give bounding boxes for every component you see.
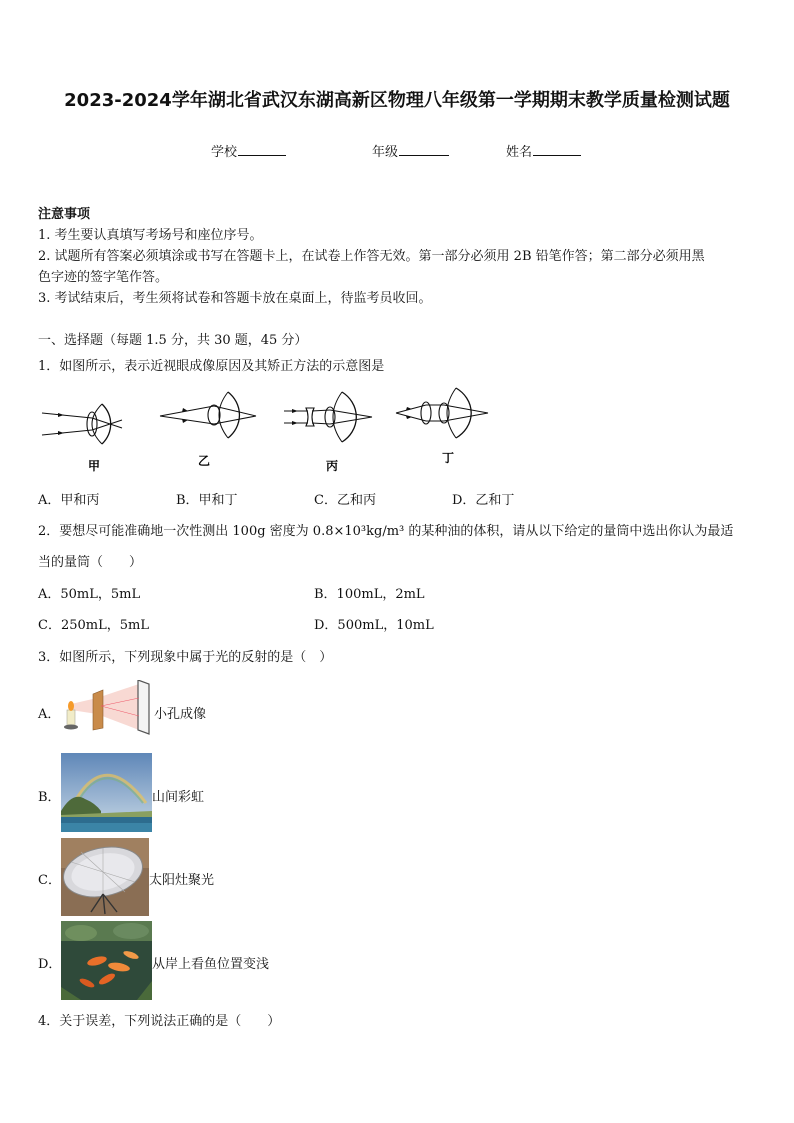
eye-diagram-ding [396, 388, 488, 438]
note-item: 1. 考生要认真填写考场号和座位序号。 [38, 228, 263, 243]
note-item: 色字迹的签字笔作答。 [38, 270, 169, 285]
grade-label: 年级 [372, 145, 399, 160]
q3-option-b-text[interactable]: 山间彩虹 [152, 790, 205, 805]
q2-option-c[interactable]: C．250mL，5mL [38, 618, 149, 633]
figure-label-bing: 丙 [326, 459, 339, 473]
name-field [506, 141, 581, 160]
q3-option-d-letter[interactable]: D． [38, 957, 62, 972]
page-title: 2023-2024学年湖北省武汉东湖高新区物理八年级第一学期期末教学质量检测试题 [64, 90, 730, 111]
note-item: 2. 试题所有答案必须填涂或书写在答题卡上，在试卷上作答无效。第一部分必须用 2B 铅笔作答；第二部分必须用黑 [38, 249, 705, 264]
q3-option-a-text[interactable]: 小孔成像 [154, 707, 207, 722]
q3-option-a-letter[interactable]: A． [38, 707, 61, 722]
eye-diagram-jia [42, 404, 122, 444]
name-label: 姓名 [506, 145, 533, 160]
question-3-stem: 3．如图所示，下列现象中属于光的反射的是（ ） [38, 650, 333, 665]
q1-option-d[interactable]: D．乙和丁 [452, 493, 515, 508]
question-1-stem: 1．如图所示，表示近视眼成像原因及其矫正方法的示意图是 [38, 359, 385, 374]
note-item: 3. 考试结束后，考生须将试卷和答题卡放在桌面上，待监考员收回。 [38, 291, 432, 306]
section-heading: 一、选择题（每题 1.5 分，共 30 题，45 分） [38, 333, 308, 348]
q2-option-b[interactable]: B．100mL，2mL [314, 587, 425, 602]
school-label: 学校 [211, 145, 238, 160]
figure-label-ding: 丁 [442, 451, 455, 465]
q1-option-a[interactable]: A．甲和丙 [38, 493, 100, 508]
solar-cooker-image [61, 838, 149, 916]
school-blank[interactable] [238, 143, 286, 156]
question-2-stem-cont: 当的量筒（ ） [38, 555, 143, 570]
figure-label-jia: 甲 [88, 459, 101, 473]
pinhole-image [61, 680, 153, 736]
eye-diagram-yi [160, 392, 256, 438]
q3-option-c-text[interactable]: 太阳灶聚光 [149, 873, 215, 888]
school-field [211, 141, 286, 160]
eye-diagrams [38, 380, 498, 480]
q2-option-a[interactable]: A．50mL，5mL [38, 587, 141, 602]
rainbow-image [61, 753, 152, 832]
q3-option-c-letter[interactable]: C． [38, 873, 61, 888]
q3-option-d-text[interactable]: 从岸上看鱼位置变浅 [152, 957, 270, 972]
fish-pond-image [61, 921, 152, 1000]
name-blank[interactable] [533, 143, 581, 156]
figure-label-yi: 乙 [198, 454, 211, 468]
q1-figure [38, 380, 498, 480]
notes-heading: 注意事项 [38, 207, 91, 222]
q3-option-b-letter[interactable]: B． [38, 790, 61, 805]
q1-option-b[interactable]: B．甲和丁 [176, 493, 238, 508]
q2-option-d[interactable]: D．500mL，10mL [314, 618, 434, 633]
q1-option-c[interactable]: C．乙和丙 [314, 493, 376, 508]
eye-diagram-bing [284, 392, 372, 442]
grade-blank[interactable] [399, 143, 449, 156]
question-2-stem: 2．要想尽可能准确地一次性测出 100g 密度为 0.8×10³kg/m³ 的某种油的体积，请从以下给定的量筒中选出你认为最适 [38, 524, 734, 539]
grade-field [372, 141, 449, 160]
question-4-stem: 4．关于误差，下列说法正确的是（ ） [38, 1014, 281, 1029]
